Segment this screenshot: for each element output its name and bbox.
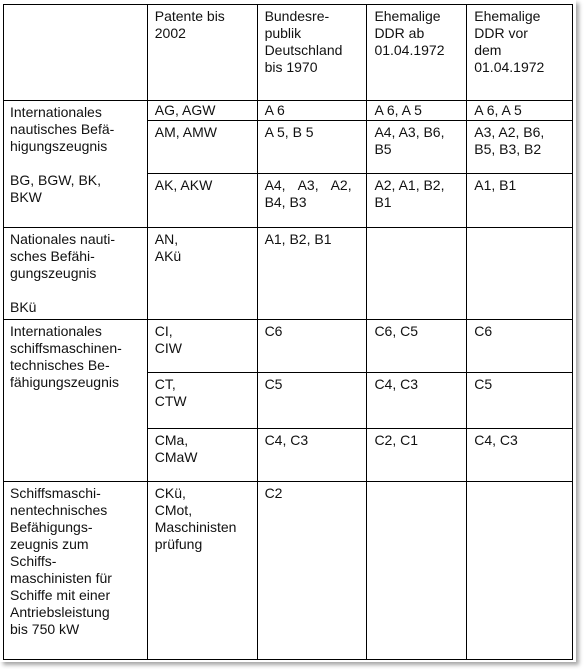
cell: CI, CIW — [147, 320, 257, 373]
row-label-int-ship: Internationales schiffsmaschinen- technisches Be- fähigungszeugnis — [4, 320, 148, 482]
cell: A 6, A 5 — [367, 101, 467, 121]
cell — [367, 228, 467, 320]
cell: C4, C3 — [367, 373, 467, 429]
header-row — [4, 5, 573, 101]
cell: C6, C5 — [367, 320, 467, 373]
header-empty-cell — [4, 5, 148, 101]
header-ddr-vor: Ehemalige DDR vor dem 01.04.1972 — [467, 5, 573, 101]
table-row — [4, 482, 573, 660]
cell: C2, C1 — [367, 429, 467, 482]
table-row — [4, 101, 573, 121]
cell: CT, CTW — [147, 373, 257, 429]
cell: C6 — [467, 320, 573, 373]
cell — [467, 482, 573, 660]
row-label-nat-naut: Nationales nauti- sches Befähi- gungszeugnis BKü — [4, 228, 148, 320]
cell: CKü, CMot, Maschinisten prüfung — [147, 482, 257, 660]
cell: A1, B2, B1 — [257, 228, 367, 320]
cell: C6 — [257, 320, 367, 373]
cell: A4, A3, A2, B4, B3 — [257, 174, 367, 228]
cell: A2, A1, B2, B1 — [367, 174, 467, 228]
table-row — [4, 320, 573, 373]
cell: A 5, B 5 — [257, 121, 367, 174]
cell: AM, AMW — [147, 121, 257, 174]
header-ddr-ab: Ehemalige DDR ab 01.04.1972 — [367, 5, 467, 101]
table-row — [4, 228, 573, 320]
cell: A1, B1 — [467, 174, 573, 228]
cell: C5 — [467, 373, 573, 429]
header-patente: Patente bis 2002 — [147, 5, 257, 101]
cell: C5 — [257, 373, 367, 429]
cell — [467, 228, 573, 320]
cell: AN, AKü — [147, 228, 257, 320]
cell: AK, AKW — [147, 174, 257, 228]
cell: C4, C3 — [257, 429, 367, 482]
license-equivalence-table — [3, 4, 573, 660]
row-label-int-naut: Internationales nautisches Befä- higungszeugnis BG, BGW, BK, BKW — [4, 101, 148, 228]
row-label-ship-small: Schiffsmaschi- nentechnisches Befähigungs- zeugnis zum Schiffs- maschinisten für Schiffe mit einer Antriebsleistung bis 750 kW — [4, 482, 148, 660]
cell: AG, AGW — [147, 101, 257, 121]
cell: A 6 — [257, 101, 367, 121]
cell: C4, C3 — [467, 429, 573, 482]
cell: C2 — [257, 482, 367, 660]
cell — [367, 482, 467, 660]
cell: A3, A2, B6, B5, B3, B2 — [467, 121, 573, 174]
cell: A 6, A 5 — [467, 101, 573, 121]
cell: A4, A3, B6, B5 — [367, 121, 467, 174]
header-brd: Bundesre- publik Deutschland bis 1970 — [257, 5, 367, 101]
cell: CMa, CMaW — [147, 429, 257, 482]
